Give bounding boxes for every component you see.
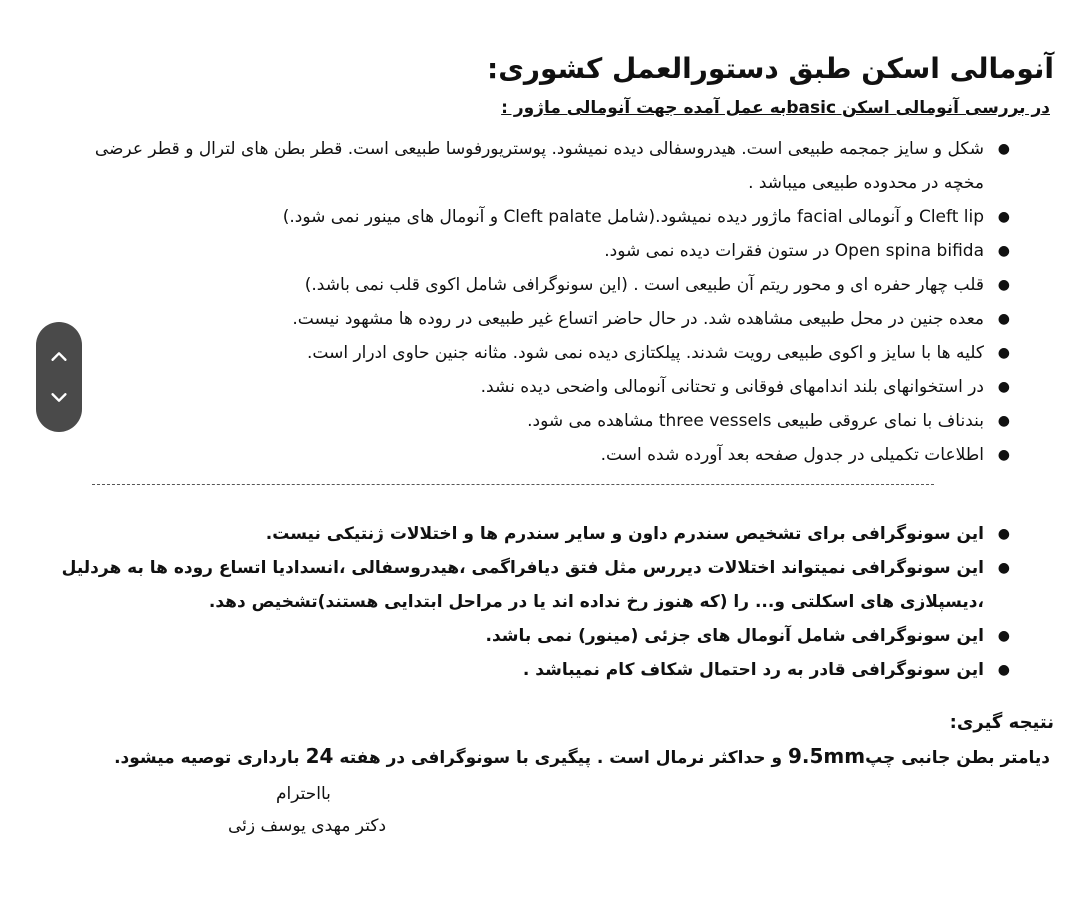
disclaimer-text: این سونوگرافی برای تشخیص سندرم داون و سایر سندرم ها و اختلالات ژنتیکی نیست. bbox=[265, 524, 984, 544]
conclusion-part2: و حداکثر نرمال است . پیگیری با سونوگرافی در هفته bbox=[333, 748, 788, 768]
bullet-icon: ● bbox=[997, 243, 1010, 259]
dashed-divider bbox=[92, 484, 934, 485]
bullet-icon: ● bbox=[997, 379, 1010, 395]
disclaimer-text: این سونوگرافی قادر به رد احتمال شکاف کام نمیباشد . bbox=[522, 660, 984, 680]
conclusion-text bbox=[114, 744, 1050, 768]
bullet-icon: ● bbox=[997, 141, 1010, 157]
list-item bbox=[54, 336, 1010, 370]
disclaimer-text: این سونوگرافی شامل آنومال های جزئی (مینور) نمی باشد. bbox=[485, 626, 984, 646]
bullet-icon: ● bbox=[997, 413, 1010, 429]
bullet-icon: ● bbox=[997, 447, 1010, 463]
finding-text: بندناف با نمای عروقی طبیعی three vessels مشاهده می شود. bbox=[527, 411, 984, 431]
ventricle-measurement: 9.5mm bbox=[787, 744, 866, 768]
disclaimer-text: این سونوگرافی نمیتواند اختلالات دیررس مثل فتق دیافراگمی ،هیدروسفالی ،انسدادیا اتساع روده ها به هردلیل ،دیسپلازی های اسکلتی و... را (که هنوز رخ نداده اند یا در مراحل ابتدایی هستند)تشخیص دهد. bbox=[61, 558, 984, 612]
bullet-icon: ● bbox=[997, 526, 1010, 542]
finding-text: Open spina bifida در ستون فقرات دیده نمی شود. bbox=[604, 241, 984, 261]
bullet-icon: ● bbox=[997, 560, 1010, 576]
conclusion-part3: بارداری توصیه میشود. bbox=[114, 748, 306, 768]
list-item bbox=[54, 370, 1010, 404]
bullet-icon: ● bbox=[997, 311, 1010, 327]
bullet-icon: ● bbox=[997, 345, 1010, 361]
list-item bbox=[54, 268, 1010, 302]
conclusion-heading: نتیجه گیری: bbox=[949, 712, 1054, 733]
finding-text: اطلاعات تکمیلی در جدول صفحه بعد آورده شده است. bbox=[600, 445, 984, 465]
list-item bbox=[54, 619, 1010, 653]
bullet-icon: ● bbox=[997, 628, 1010, 644]
bullet-icon: ● bbox=[997, 277, 1010, 293]
list-item bbox=[54, 404, 1010, 438]
regards-text: بااحترام bbox=[276, 784, 331, 804]
bullet-icon: ● bbox=[997, 662, 1010, 678]
finding-text: Cleft lip و آنومالی facial ماژور دیده نمیشود.(شامل Cleft palate و آنومال های مینور نمی شود.) bbox=[282, 207, 984, 227]
finding-text: در استخوانهای بلند اندامهای فوقانی و تحتانی آنومالی واضحی دیده نشد. bbox=[480, 377, 984, 397]
list-item bbox=[54, 551, 1010, 619]
scroll-down-button[interactable] bbox=[36, 374, 82, 420]
list-item bbox=[54, 302, 1010, 336]
list-item bbox=[54, 517, 1010, 551]
finding-text: معده جنین در محل طبیعی مشاهده شد. در حال حاضر اتساع غیر طبیعی در روده ها مشهود نیست. bbox=[292, 309, 984, 329]
chevron-down-icon bbox=[48, 386, 70, 408]
list-item bbox=[54, 200, 1010, 234]
list-item bbox=[54, 234, 1010, 268]
followup-week: 24 bbox=[305, 744, 334, 768]
section-subtitle: در بررسی آنومالی اسکن basicبه عمل آمده جهت آنومالی ماژور : bbox=[501, 98, 1050, 118]
findings-list bbox=[54, 132, 1010, 472]
bullet-icon: ● bbox=[997, 209, 1010, 225]
conclusion-part1: دیامتر بطن جانبی چپ bbox=[865, 748, 1050, 768]
page-title: آنومالی اسکن طبق دستورالعمل کشوری: bbox=[487, 52, 1054, 85]
list-item bbox=[54, 653, 1010, 687]
finding-text: شکل و سایز جمجمه طبیعی است. هیدروسفالی دیده نمیشود. پوستریورفوسا طبیعی است. قطر بطن های لترال و قطر عرضی مخچه در محدوده طبیعی میباشد . bbox=[94, 139, 984, 193]
chevron-up-icon bbox=[48, 346, 70, 368]
page-scroll-control bbox=[36, 322, 82, 432]
finding-text: کلیه ها با سایز و اکوی طبیعی رویت شدند. پیلکتازی دیده نمی شود. مثانه جنین حاوی ادرار است. bbox=[306, 343, 984, 363]
disclaimers-list bbox=[54, 517, 1010, 687]
list-item bbox=[54, 132, 1010, 200]
finding-text: قلب چهار حفره ای و محور ریتم آن طبیعی است . (این سونوگرافی شامل اکوی قلب نمی باشد.) bbox=[304, 275, 984, 295]
list-item bbox=[54, 438, 1010, 472]
doctor-name: دکتر مهدی یوسف زئی bbox=[228, 816, 387, 836]
